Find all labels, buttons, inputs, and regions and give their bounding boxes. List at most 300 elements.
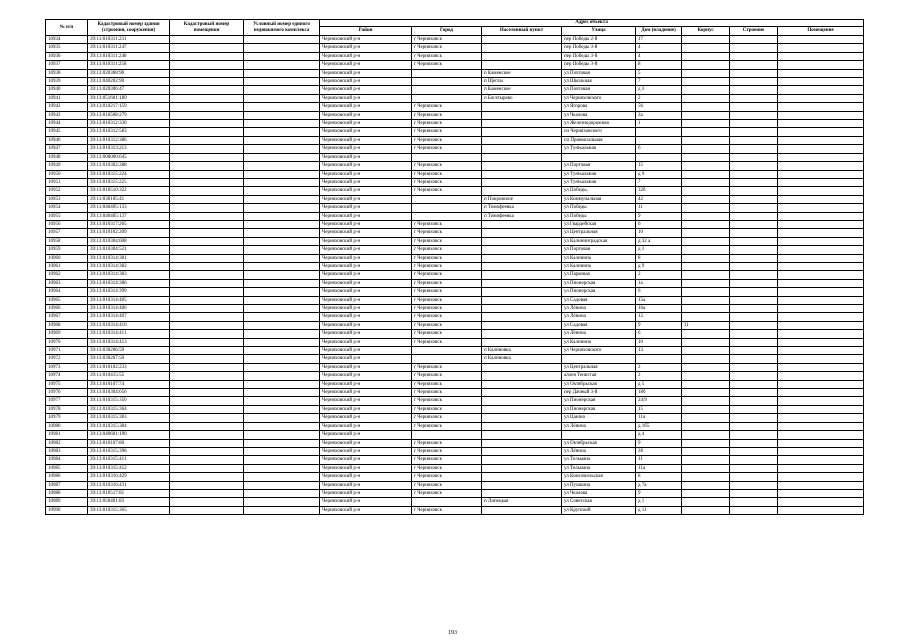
cell-settlement <box>482 405 562 413</box>
cell-building <box>730 456 778 464</box>
cell-settlement <box>482 52 562 60</box>
cell-korpus <box>682 456 730 464</box>
cell-district: Черняховский р-н <box>320 447 412 455</box>
cell-street: ул Лёнина <box>562 447 636 455</box>
cell-settlement <box>482 321 562 329</box>
cell-building <box>730 69 778 77</box>
cell-room <box>778 296 864 304</box>
cell-street <box>562 431 636 439</box>
cell-house: 11а <box>636 414 682 422</box>
property-register-table <box>45 19 864 515</box>
cell-num: 10945 <box>46 128 88 136</box>
cell-cond-num <box>244 187 320 195</box>
cell-building <box>730 136 778 144</box>
cell-cond-num <box>244 464 320 472</box>
cell-cad-room <box>170 78 244 86</box>
cell-cad-room <box>170 128 244 136</box>
cell-house: 15а <box>636 296 682 304</box>
cell-korpus <box>682 187 730 195</box>
cell-room <box>778 279 864 287</box>
cell-city: г Черняховск <box>412 128 482 136</box>
cell-korpus <box>682 481 730 489</box>
cell-cond-num <box>244 69 320 77</box>
table-row <box>46 237 864 245</box>
cell-city: г Черняховск <box>412 52 482 60</box>
cell-district: Черняховский р-н <box>320 52 412 60</box>
cell-cond-num <box>244 170 320 178</box>
cell-city: г Черняховск <box>412 313 482 321</box>
cell-cad-building: 39:13:010314:381 <box>88 254 170 262</box>
table-row <box>46 136 864 144</box>
cell-cad-building: 39:13:051601:189 <box>88 94 170 102</box>
cell-num: 10954 <box>46 204 88 212</box>
cell-city: г Черняховск <box>412 397 482 405</box>
cell-num: 10948 <box>46 153 88 161</box>
cell-house: 2а <box>636 111 682 119</box>
cell-korpus <box>682 204 730 212</box>
cell-num: 10943 <box>46 111 88 119</box>
cell-cond-num <box>244 347 320 355</box>
cell-district: Черняховский р-н <box>320 254 412 262</box>
cell-settlement <box>482 136 562 144</box>
cell-street: ул Комсомольская <box>562 473 636 481</box>
cell-num: 10984 <box>46 456 88 464</box>
table-row <box>46 380 864 388</box>
cell-street: ул Почтовая <box>562 69 636 77</box>
cell-cad-building: 39:13:010314:406 <box>88 305 170 313</box>
cell-cad-building: 39:13:010311:247 <box>88 44 170 52</box>
cell-num: 10947 <box>46 145 88 153</box>
cell-cad-room <box>170 321 244 329</box>
cell-city <box>412 204 482 212</box>
table-row <box>46 464 864 472</box>
cell-house: 9 <box>636 489 682 497</box>
cell-building <box>730 103 778 111</box>
cell-cad-room <box>170 414 244 422</box>
cell-city: г Черняховск <box>412 145 482 153</box>
cell-district: Черняховский р-н <box>320 204 412 212</box>
cell-settlement <box>482 456 562 464</box>
cell-korpus <box>682 363 730 371</box>
cell-cad-building: 39:13:010304:521 <box>88 246 170 254</box>
cell-settlement <box>482 288 562 296</box>
cell-district: Черняховский р-н <box>320 363 412 371</box>
cell-city: г Черняховск <box>412 363 482 371</box>
cell-house: 24/9 <box>636 397 682 405</box>
cell-num: 10962 <box>46 271 88 279</box>
cell-settlement <box>482 254 562 262</box>
cell-street: ул Ягорова <box>562 103 636 111</box>
cell-house: 8 <box>636 473 682 481</box>
cell-cad-building: 39:13:010311:231 <box>88 36 170 44</box>
cell-building <box>730 447 778 455</box>
cell-street: ул Центральная <box>562 363 636 371</box>
header-korpus: Корпус <box>682 27 730 36</box>
cell-settlement <box>482 305 562 313</box>
cell-building <box>730 195 778 203</box>
cell-city: г Черняховск <box>412 330 482 338</box>
table-row <box>46 397 864 405</box>
cell-cad-room <box>170 212 244 220</box>
cell-num: 10976 <box>46 389 88 397</box>
cell-settlement: п Богатырево <box>482 94 562 102</box>
cell-cad-building: 39:13:010217:159 <box>88 103 170 111</box>
cell-building <box>730 347 778 355</box>
cell-house: 2 <box>636 363 682 371</box>
cell-cad-building: 39:13:010107:74 <box>88 380 170 388</box>
table-row <box>46 422 864 430</box>
cell-korpus <box>682 288 730 296</box>
cell-settlement <box>482 170 562 178</box>
cell-cond-num <box>244 246 320 254</box>
cell-num: 10934 <box>46 36 88 44</box>
cell-num: 10955 <box>46 212 88 220</box>
cell-cond-num <box>244 313 320 321</box>
cell-cond-num <box>244 305 320 313</box>
cell-cond-num <box>244 414 320 422</box>
cell-settlement <box>482 363 562 371</box>
cell-building <box>730 220 778 228</box>
cell-district: Черняховский р-н <box>320 271 412 279</box>
cell-city: г Черняховск <box>412 262 482 270</box>
cell-cad-room <box>170 69 244 77</box>
cell-cad-building: 39:13:000000:645 <box>88 153 170 161</box>
cell-cad-room <box>170 380 244 388</box>
cell-city: г Черняховск <box>412 414 482 422</box>
table-row <box>46 170 864 178</box>
cell-num: 10986 <box>46 473 88 481</box>
cell-room <box>778 372 864 380</box>
cell-cad-building: 39:13:050401:83 <box>88 498 170 506</box>
cell-building <box>730 296 778 304</box>
cell-korpus <box>682 136 730 144</box>
cell-district: Черняховский р-н <box>320 120 412 128</box>
table-row <box>46 86 864 94</box>
cell-street: ул Садовая <box>562 321 636 329</box>
cell-cond-num <box>244 36 320 44</box>
cell-room <box>778 506 864 514</box>
cell-room <box>778 36 864 44</box>
cell-settlement <box>482 246 562 254</box>
cell-cond-num <box>244 262 320 270</box>
cell-city <box>412 498 482 506</box>
cell-korpus <box>682 439 730 447</box>
cell-district: Черняховский р-н <box>320 61 412 69</box>
cell-city <box>412 212 482 220</box>
cell-cond-num <box>244 389 320 397</box>
cell-settlement <box>482 262 562 270</box>
cell-settlement <box>482 313 562 321</box>
cell-cad-room <box>170 111 244 119</box>
cell-room <box>778 473 864 481</box>
cell-room <box>778 288 864 296</box>
cell-house: 6 <box>636 330 682 338</box>
cell-korpus <box>682 170 730 178</box>
cell-street: ул Тунікальная <box>562 170 636 178</box>
cell-korpus <box>682 69 730 77</box>
document-sheet <box>45 19 864 515</box>
cell-house: 1 <box>636 120 682 128</box>
cell-cad-room <box>170 44 244 52</box>
cell-korpus <box>682 464 730 472</box>
cell-cad-building: 39:13:010313:213 <box>88 145 170 153</box>
cell-city: г Черняховск <box>412 279 482 287</box>
cell-district: Черняховский р-н <box>320 431 412 439</box>
cell-street: ул Калинина <box>562 254 636 262</box>
table-row <box>46 456 864 464</box>
cell-num: 10936 <box>46 52 88 60</box>
cell-korpus <box>682 52 730 60</box>
cell-num: 10975 <box>46 380 88 388</box>
cell-district: Черняховский р-н <box>320 422 412 430</box>
cell-num: 10963 <box>46 279 88 287</box>
cell-settlement <box>482 61 562 69</box>
cell-house: 9 <box>636 439 682 447</box>
cell-num: 10989 <box>46 498 88 506</box>
cell-korpus <box>682 355 730 363</box>
cell-street: пер Победы 2-й <box>562 36 636 44</box>
cell-city: г Черняховск <box>412 489 482 497</box>
cell-street: ул Портовая <box>562 246 636 254</box>
cell-cad-room <box>170 473 244 481</box>
cell-street: ул Парковая <box>562 271 636 279</box>
cell-cad-room <box>170 447 244 455</box>
cell-building <box>730 498 778 506</box>
cell-street: пл Привокзальная <box>562 136 636 144</box>
cell-num: 10978 <box>46 405 88 413</box>
cell-korpus <box>682 372 730 380</box>
cell-building <box>730 262 778 270</box>
cell-num: 10941 <box>46 94 88 102</box>
cell-cad-building: 39:13:010314:386 <box>88 279 170 287</box>
cell-cad-room <box>170 195 244 203</box>
cell-settlement <box>482 279 562 287</box>
cell-street: пл Черняховского <box>562 128 636 136</box>
cell-district: Черняховский р-н <box>320 170 412 178</box>
cell-street: ул Центральная <box>562 229 636 237</box>
cell-cad-building: 39:13:010102:233 <box>88 363 170 371</box>
cell-city: г Черняховск <box>412 187 482 195</box>
cell-cad-building: 39:13:010312:330 <box>88 120 170 128</box>
cell-city <box>412 355 482 363</box>
table-row <box>46 321 864 329</box>
cell-street: ул Цаніна <box>562 414 636 422</box>
cell-district: Черняховский р-н <box>320 237 412 245</box>
cell-room <box>778 52 864 60</box>
cell-building <box>730 506 778 514</box>
cell-room <box>778 489 864 497</box>
cell-district: Черняховский р-н <box>320 313 412 321</box>
table-row <box>46 506 864 514</box>
cell-district: Черняховский р-н <box>320 489 412 497</box>
cell-korpus <box>682 103 730 111</box>
table-row <box>46 414 864 422</box>
table-row <box>46 338 864 346</box>
cell-cad-building: 39:13:020308:90 <box>88 69 170 77</box>
cell-room <box>778 187 864 195</box>
cell-city: г Черняховск <box>412 481 482 489</box>
cell-korpus <box>682 330 730 338</box>
cell-room <box>778 431 864 439</box>
cell-building <box>730 128 778 136</box>
cell-cond-num <box>244 195 320 203</box>
cell-cond-num <box>244 279 320 287</box>
cell-korpus <box>682 254 730 262</box>
cell-cond-num <box>244 128 320 136</box>
cell-city: г Черняховск <box>412 61 482 69</box>
cell-cond-num <box>244 212 320 220</box>
cell-settlement <box>482 296 562 304</box>
cell-room <box>778 94 864 102</box>
cell-cond-num <box>244 481 320 489</box>
cell-cad-building: 39:13:010315:412 <box>88 464 170 472</box>
header-address: Адрес объекта <box>320 20 864 27</box>
table-row <box>46 498 864 506</box>
cell-building <box>730 414 778 422</box>
cell-num: 10965 <box>46 296 88 304</box>
cell-cad-room <box>170 296 244 304</box>
cell-building <box>730 94 778 102</box>
cell-building <box>730 380 778 388</box>
cell-cad-room <box>170 220 244 228</box>
cell-district: Черняховский р-н <box>320 212 412 220</box>
cell-settlement: п Калиновка <box>482 355 562 363</box>
cell-building <box>730 204 778 212</box>
cell-settlement <box>482 431 562 439</box>
cell-cad-room <box>170 405 244 413</box>
cell-city: г Черняховск <box>412 254 482 262</box>
cell-city <box>412 78 482 86</box>
cell-korpus <box>682 397 730 405</box>
cell-city: г Черняховск <box>412 288 482 296</box>
cell-room <box>778 355 864 363</box>
cell-building <box>730 279 778 287</box>
cell-cad-room <box>170 389 244 397</box>
cell-city: г Черняховск <box>412 372 482 380</box>
cell-cond-num <box>244 103 320 111</box>
cell-settlement <box>482 330 562 338</box>
table-body <box>46 36 864 515</box>
cell-street: ул Победы, <box>562 187 636 195</box>
cell-num: 10937 <box>46 61 88 69</box>
cell-korpus <box>682 447 730 455</box>
cell-district: Черняховский р-н <box>320 78 412 86</box>
table-row <box>46 212 864 220</box>
cell-num: 10951 <box>46 178 88 186</box>
header-cond-num: Условный номер единого недвижимого комплекса <box>244 20 320 36</box>
cell-house: 7 <box>636 178 682 186</box>
cell-num: 10987 <box>46 481 88 489</box>
cell-building <box>730 86 778 94</box>
cell-district: Черняховский р-н <box>320 296 412 304</box>
cell-house: 1а <box>636 279 682 287</box>
cell-district: Черняховский р-н <box>320 397 412 405</box>
cell-house: 6 <box>636 288 682 296</box>
cell-room <box>778 212 864 220</box>
cell-building <box>730 153 778 161</box>
cell-korpus <box>682 145 730 153</box>
cell-room <box>778 313 864 321</box>
cell-settlement: п Каменское <box>482 69 562 77</box>
cell-house: 2 <box>636 271 682 279</box>
cell-building <box>730 422 778 430</box>
cell-street: пер Дачный 3-й <box>562 389 636 397</box>
cell-city: г Черняховск <box>412 178 482 186</box>
cell-cond-num <box>244 254 320 262</box>
table-row <box>46 52 864 60</box>
cell-korpus <box>682 178 730 186</box>
cell-street: пер Победы 3-й <box>562 44 636 52</box>
table-row <box>46 355 864 363</box>
cell-street: ул Тунікальная <box>562 178 636 186</box>
cell-settlement <box>482 338 562 346</box>
cell-street: ул Почтовая <box>562 86 636 94</box>
cell-building <box>730 372 778 380</box>
cell-room <box>778 170 864 178</box>
cell-num: 10942 <box>46 103 88 111</box>
cell-house: д 9 <box>636 170 682 178</box>
table-row <box>46 78 864 86</box>
cell-cond-num <box>244 288 320 296</box>
cell-settlement <box>482 237 562 245</box>
cell-street: ул Пионерская <box>562 405 636 413</box>
cell-num: 10935 <box>46 44 88 52</box>
cell-house: 11 <box>636 204 682 212</box>
cell-house: 17 <box>636 36 682 44</box>
cell-korpus <box>682 489 730 497</box>
cell-cond-num <box>244 153 320 161</box>
cell-room <box>778 254 864 262</box>
cell-house: 8 <box>636 254 682 262</box>
cell-city: г Черняховск <box>412 422 482 430</box>
cell-cad-room <box>170 456 244 464</box>
cell-cond-num <box>244 229 320 237</box>
cell-room <box>778 330 864 338</box>
cell-cad-room <box>170 237 244 245</box>
cell-district: Черняховский р-н <box>320 162 412 170</box>
cell-district: Черняховский р-н <box>320 153 412 161</box>
cell-settlement <box>482 44 562 52</box>
cell-room <box>778 271 864 279</box>
table-row <box>46 372 864 380</box>
table-row <box>46 313 864 321</box>
cell-house: 4 <box>636 52 682 60</box>
cell-cad-building: 39:13:010415:55 <box>88 372 170 380</box>
cell-room <box>778 145 864 153</box>
cell-room <box>778 363 864 371</box>
cell-num: 10949 <box>46 162 88 170</box>
cell-house <box>636 153 682 161</box>
cell-cad-building: 39:13:010107:80 <box>88 439 170 447</box>
cell-street: ул Тельмана <box>562 456 636 464</box>
cell-house: д 3 <box>636 86 682 94</box>
cell-city: г Черняховск <box>412 405 482 413</box>
cell-district: Черняховский р-н <box>320 464 412 472</box>
cell-room <box>778 120 864 128</box>
cell-num: 10971 <box>46 347 88 355</box>
cell-cond-num <box>244 220 320 228</box>
cell-room <box>778 246 864 254</box>
cell-street: ул Черняховского <box>562 94 636 102</box>
cell-district: Черняховский р-н <box>320 128 412 136</box>
cell-street: ул Октябрьская <box>562 439 636 447</box>
cell-house <box>636 136 682 144</box>
cell-num: 10966 <box>46 305 88 313</box>
cell-cad-room <box>170 279 244 287</box>
cell-district: Черняховский р-н <box>320 103 412 111</box>
cell-cad-building: 39:13:010314:407 <box>88 313 170 321</box>
cell-room <box>778 397 864 405</box>
